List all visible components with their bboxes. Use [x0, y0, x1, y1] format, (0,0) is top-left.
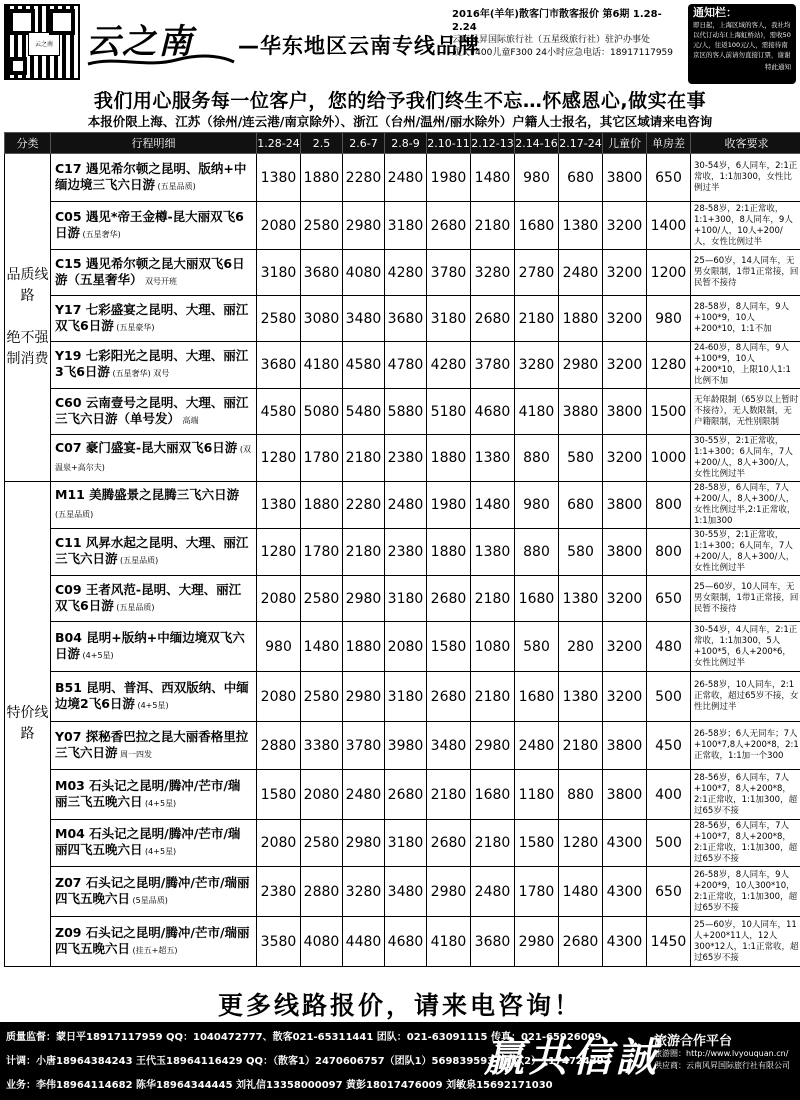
price-cell: 3880 — [559, 389, 603, 435]
price-cell: 1280 — [257, 435, 301, 482]
price-cell: 3380 — [301, 722, 343, 770]
price-cell: 3680 — [301, 250, 343, 296]
price-cell: 3200 — [603, 622, 647, 672]
price-cell: 1680 — [515, 202, 559, 250]
price-cell: 3200 — [603, 250, 647, 296]
column-header: 1.28-24 — [257, 133, 301, 154]
requirement-cell: 28-58岁，6人同车，7人+200/人，8人+300/人，女性比例过半,2:1正常收，1:1加300 — [691, 482, 800, 529]
table-row — [5, 529, 800, 576]
price-cell: 2480 — [385, 154, 427, 202]
price-cell: 4480 — [343, 917, 385, 967]
price-cell: 500 — [647, 672, 691, 722]
price-cell: 1780 — [515, 867, 559, 917]
price-cell: 680 — [559, 154, 603, 202]
route-note: (五星品质) — [55, 510, 94, 519]
price-cell: 1280 — [559, 820, 603, 867]
route-note: (五星奢华) 双号 — [109, 369, 170, 378]
price-cell: 1380 — [559, 672, 603, 722]
price-cell: 680 — [559, 482, 603, 529]
price-cell: 3180 — [427, 296, 471, 342]
price-cell: 3280 — [515, 342, 559, 389]
price-cell: 1480 — [559, 867, 603, 917]
route-note: (挂五+超五) — [130, 945, 178, 955]
price-cell: 1380 — [559, 202, 603, 250]
requirement-cell: 28-58岁，8人同车，9人+100*9，10人+200*10，1:1不加 — [691, 296, 800, 342]
supplier: 供应商：云南风昇国际旅行社有限公司 — [654, 1061, 790, 1070]
price-cell: 4580 — [343, 342, 385, 389]
route-name: Y17 七彩盛宴之昆明、大理、丽江双飞6日游 — [55, 301, 249, 333]
price-cell: 2480 — [515, 722, 559, 770]
price-cell: 2180 — [427, 770, 471, 820]
logo-wave-icon — [86, 54, 236, 68]
price-cell: 2680 — [385, 770, 427, 820]
price-cell: 2480 — [343, 770, 385, 820]
price-cell: 4080 — [343, 250, 385, 296]
route-note: 双号开班 — [142, 276, 178, 286]
price-cell: 980 — [515, 482, 559, 529]
qr-caption: 云之南 — [28, 32, 60, 56]
price-cell: 1480 — [471, 482, 515, 529]
price-cell: 2980 — [471, 722, 515, 770]
price-cell: 2780 — [515, 250, 559, 296]
header — [0, 0, 800, 84]
price-cell: 1200 — [647, 250, 691, 296]
price-cell: 3800 — [603, 154, 647, 202]
price-cell: 980 — [257, 622, 301, 672]
route-name: C15 遇见希尔顿之昆大丽双飞6日游（五星奢华） — [55, 255, 245, 287]
price-cell: 2080 — [301, 770, 343, 820]
logo-text: 云之南 — [86, 22, 194, 62]
requirement-cell: 28-58岁，2:1正常收，1:1+300，8人同车，9人+100/人，10人+200/人，女性比例过半 — [691, 202, 800, 250]
price-cell: 1480 — [301, 622, 343, 672]
price-cell: 280 — [559, 622, 603, 672]
price-cell: 1980 — [427, 154, 471, 202]
route-cell — [51, 250, 257, 296]
requirement-cell: 30-54岁，6人同车，2:1正常收，1:1加300，女性比例过半 — [691, 154, 800, 202]
route-cell — [51, 820, 257, 867]
notice-title: 通知栏： — [693, 6, 737, 19]
route-cell — [51, 342, 257, 389]
price-cell: 5180 — [427, 389, 471, 435]
price-cell: 800 — [647, 529, 691, 576]
price-cell: 2480 — [559, 250, 603, 296]
price-cell: 880 — [559, 770, 603, 820]
price-cell: 3180 — [385, 820, 427, 867]
route-name: M04 石头记之昆明/腾冲/芒市/瑞丽四飞五晚六日 — [55, 826, 241, 857]
price-cell: 4300 — [603, 867, 647, 917]
price-cell: 1180 — [515, 770, 559, 820]
price-cell: 2180 — [515, 296, 559, 342]
requirement-cell: 28-56岁，6人同车，7人+100*7，8人+200*8，2:1正常收，1:1加300，超过65岁不接 — [691, 770, 800, 820]
price-cell: 1500 — [647, 389, 691, 435]
table-row — [5, 770, 800, 820]
route-cell — [51, 917, 257, 967]
price-cell: 4180 — [515, 389, 559, 435]
qr-code — [4, 4, 80, 80]
price-cell: 2380 — [385, 529, 427, 576]
column-header: 2.17-24 — [559, 133, 603, 154]
route-note: (五星豪华) — [113, 322, 155, 332]
price-cell: 2880 — [301, 867, 343, 917]
requirement-cell: 30-55岁，2:1正常收，1:1+300；6人同车，7人+200/人，8人+300/人，女性比例过半 — [691, 529, 800, 576]
price-cell: 2580 — [301, 202, 343, 250]
price-cell: 1880 — [559, 296, 603, 342]
column-header: 分类 — [5, 133, 51, 154]
price-cell: 3780 — [471, 342, 515, 389]
requirement-cell: 25—60岁，10人同车，11人+200*11人，12人300*12人，1:1正常收，超过65岁不接 — [691, 917, 800, 967]
route-name: C07 豪门盛宴-昆大丽双飞6日游 — [55, 440, 238, 455]
price-cell: 3180 — [385, 672, 427, 722]
price-cell: 3800 — [603, 482, 647, 529]
price-cell: 2580 — [301, 672, 343, 722]
price-cell: 4180 — [427, 917, 471, 967]
footer-slogan: 赢共信誠 — [484, 1034, 660, 1081]
price-cell: 400 — [647, 770, 691, 820]
price-cell: 3180 — [257, 250, 301, 296]
price-cell: 2580 — [301, 576, 343, 622]
price-cell: 1880 — [427, 435, 471, 482]
price-cell: 3800 — [603, 529, 647, 576]
route-name: C17 遇见希尔顿之昆明、版纳+中缅边境三飞六日游 — [55, 160, 247, 192]
route-name: M03 石头记之昆明/腾冲/芒市/瑞丽三飞五晚六日 — [55, 777, 241, 809]
route-cell — [51, 622, 257, 672]
route-name: Y07 探秘香巴拉之昆大丽香格里拉三飞六日游 — [55, 728, 249, 760]
price-cell: 4080 — [301, 917, 343, 967]
price-cell: 2080 — [385, 622, 427, 672]
price-cell: 3980 — [385, 722, 427, 770]
price-cell: 3480 — [385, 867, 427, 917]
requirement-cell: 26-58岁，10人同车，2:1正常收，超过65岁不接，女性比例过半 — [691, 672, 800, 722]
route-cell — [51, 202, 257, 250]
route-note: 高端 — [180, 415, 199, 425]
requirement-cell: 30-55岁，2:1正常收，1:1+300；6人同车，7人+200/人，8人+300/人，女性比例过半 — [691, 435, 800, 482]
price-cell: 650 — [647, 154, 691, 202]
price-cell: 3200 — [603, 672, 647, 722]
price-cell: 4780 — [385, 342, 427, 389]
price-cell: 2680 — [427, 820, 471, 867]
requirement-cell: 25—60岁，10人同车，无男女限制，1带1正常接，回民暂不接待 — [691, 576, 800, 622]
route-name: C11 风昇水起之昆明、大理、丽江三飞六日游 — [55, 535, 249, 566]
category-cell: 特价线路 — [5, 482, 51, 967]
column-header: 行程明细 — [51, 133, 257, 154]
route-cell — [51, 672, 257, 722]
price-cell: 3180 — [385, 576, 427, 622]
table-row — [5, 296, 800, 342]
requirement-cell: 26-58岁，8人同车，9人+200*9，10人300*10，2:1正常收，1:1加300，超过65岁不接 — [691, 867, 800, 917]
price-cell: 3680 — [471, 917, 515, 967]
price-cell: 1580 — [515, 820, 559, 867]
price-cell: 1380 — [257, 154, 301, 202]
price-cell: 3480 — [343, 296, 385, 342]
table-row — [5, 154, 800, 202]
route-note: (4+5星) — [134, 700, 169, 710]
price-cell: 1380 — [257, 482, 301, 529]
price-cell: 4680 — [385, 917, 427, 967]
table-row — [5, 917, 800, 967]
price-cell: 2980 — [559, 342, 603, 389]
price-cell: 2080 — [257, 672, 301, 722]
price-cell: 3480 — [427, 722, 471, 770]
footer-quality: 质量监督：蒙日平18917117959 QQ：1040472777、散客021-65311441 团队：021-63091115 传真：021-65926009 — [6, 1032, 602, 1043]
price-cell: 1280 — [647, 342, 691, 389]
restriction-note: 本报价限上海、江苏（徐州/连云港/南京除外）、浙江（台州/温州/丽水除外）户籍人士报名，其它区域请来电咨询 — [87, 114, 713, 129]
price-cell: 3080 — [301, 296, 343, 342]
price-cell: 1780 — [301, 529, 343, 576]
route-cell — [51, 529, 257, 576]
price-cell: 3800 — [603, 770, 647, 820]
price-cell: 5080 — [301, 389, 343, 435]
price-cell: 3800 — [603, 389, 647, 435]
price-cell: 2080 — [257, 820, 301, 867]
requirement-cell: 26-58岁；6人无同车；7人+100*7,8人+200*8，2:1正常收，1:1加一个300 — [691, 722, 800, 770]
requirement-cell: 25—60岁，14人同车，无男女限制，1带1正常接，回民暂不接待 — [691, 250, 800, 296]
price-cell: 2180 — [559, 722, 603, 770]
emergency-line: 成人F400儿童F300 24小时应急电话：18917117959 — [452, 48, 674, 58]
price-cell: 1450 — [647, 917, 691, 967]
price-cell: 3200 — [603, 342, 647, 389]
price-cell: 2180 — [343, 435, 385, 482]
price-cell: 1000 — [647, 435, 691, 482]
table-row — [5, 482, 800, 529]
price-cell: 3680 — [385, 296, 427, 342]
route-cell — [51, 867, 257, 917]
price-cell: 1580 — [427, 622, 471, 672]
route-name: C09 王者风范-昆明、大理、丽江双飞6日游 — [55, 581, 242, 613]
route-cell — [51, 722, 257, 770]
price-cell: 2980 — [427, 867, 471, 917]
price-cell: 3200 — [603, 296, 647, 342]
price-cell: 980 — [647, 296, 691, 342]
table-row — [5, 867, 800, 917]
price-cell: 4280 — [427, 342, 471, 389]
table-row — [5, 250, 800, 296]
logo — [86, 14, 240, 70]
column-header: 儿童价 — [603, 133, 647, 154]
price-cell: 580 — [559, 529, 603, 576]
table-row — [5, 389, 800, 435]
price-cell: 1580 — [257, 770, 301, 820]
price-cell: 980 — [515, 154, 559, 202]
price-cell: 2380 — [385, 435, 427, 482]
price-cell: 1880 — [301, 482, 343, 529]
route-name: Y19 七彩阳光之昆明、大理、丽江3飞6日游 — [55, 348, 249, 379]
route-name: Z09 石头记之昆明/腾冲/芒市/瑞丽四飞五晚六日 — [55, 924, 250, 956]
price-cell: 2580 — [257, 296, 301, 342]
price-cell: 2080 — [257, 202, 301, 250]
price-cell: 450 — [647, 722, 691, 770]
price-cell: 2880 — [257, 722, 301, 770]
table-row — [5, 202, 800, 250]
issue-info — [452, 8, 684, 60]
column-header: 2.5 — [301, 133, 343, 154]
route-note: (4+5星) — [142, 847, 177, 856]
price-cell: 2180 — [471, 576, 515, 622]
price-cell: 2480 — [385, 482, 427, 529]
route-cell — [51, 435, 257, 482]
route-name: B04 昆明+版纳+中缅边境双飞六日游 — [55, 629, 245, 661]
price-cell: 3180 — [385, 202, 427, 250]
price-cell: 2180 — [471, 672, 515, 722]
price-cell: 2080 — [257, 576, 301, 622]
price-cell: 1400 — [647, 202, 691, 250]
price-cell: 3200 — [603, 202, 647, 250]
requirement-cell: 28-56岁，6人同车，7人+100*7，8人+200*8，2:1正常收，1:1加300，超过65岁不接 — [691, 820, 800, 867]
price-cell: 3780 — [427, 250, 471, 296]
price-cell: 580 — [559, 435, 603, 482]
footer-sales: 业务：李伟18964114682 陈华18964344445 刘礼信13358000097 黄彭18017476009 刘敏泉15692171030 — [6, 1080, 553, 1091]
price-cell: 2680 — [427, 576, 471, 622]
platform-sites — [654, 1048, 790, 1072]
notice-text: 即日起，上海区域的客人，我社均以代订动车(上海虹桥站)，需收50元/人，往返100元/人，需接待南京区的客人前请勿直接订票，谢谢 — [693, 21, 791, 59]
price-cell: 2980 — [343, 820, 385, 867]
route-note: (5星品质) — [130, 895, 168, 905]
price-cell: 1680 — [515, 672, 559, 722]
price-cell: 1280 — [257, 529, 301, 576]
route-name: M11 美腾盛景之昆腾三飞六日游 — [55, 487, 240, 502]
price-cell: 2680 — [427, 672, 471, 722]
price-cell: 2180 — [471, 820, 515, 867]
price-cell: 2180 — [343, 529, 385, 576]
table-header-row — [5, 133, 800, 154]
price-cell: 2680 — [427, 202, 471, 250]
agency-line: 云南风昇国际旅行社（五星级旅行社）驻沪办事处 — [452, 35, 651, 45]
price-cell: 2980 — [343, 672, 385, 722]
platform-label: 旅游合作平台 — [654, 1034, 733, 1049]
route-note: (五星品质) — [155, 181, 196, 191]
brand-tagline: —华东地区云南专线品牌 — [238, 34, 480, 58]
price-cell: 3680 — [257, 342, 301, 389]
price-cell: 2980 — [515, 917, 559, 967]
column-header: 2.10-11 — [427, 133, 471, 154]
price-cell: 1380 — [471, 435, 515, 482]
price-cell: 2580 — [301, 820, 343, 867]
notice-sign: 特此通知 — [765, 63, 791, 71]
price-cell: 4280 — [385, 250, 427, 296]
site-url: 旅游圈：http://www.lvyouquan.cn/ — [654, 1049, 789, 1058]
route-cell — [51, 389, 257, 435]
route-cell — [51, 154, 257, 202]
route-note: (五星品质) — [113, 602, 155, 612]
table-row — [5, 622, 800, 672]
price-cell: 3780 — [343, 722, 385, 770]
route-note: (双温泉+高尔夫) — [55, 445, 251, 472]
requirement-cell: 24-60岁，8人同车，9人+100*9，10人+200*10，上限10人1:1比例不加 — [691, 342, 800, 389]
category-cell: 品质线路 绝不强制消费 — [5, 154, 51, 482]
price-cell: 880 — [515, 529, 559, 576]
route-note: (4+5星) — [80, 650, 114, 660]
price-cell: 2380 — [257, 867, 301, 917]
route-note: (4+5星) — [142, 798, 177, 808]
column-header: 2.14-16 — [515, 133, 559, 154]
footer-planners: 计调：小唐18964384243 王代玉18964116429 QQ：（散客1）2470606757（团队1）569839593（团队2）1174724392 — [6, 1056, 611, 1067]
more-routes-banner: 更多线路报价，请来电咨询！ — [217, 991, 582, 1020]
price-cell: 2980 — [343, 202, 385, 250]
price-cell: 1980 — [427, 482, 471, 529]
price-cell: 1380 — [559, 576, 603, 622]
price-cell: 650 — [647, 576, 691, 622]
route-cell — [51, 296, 257, 342]
price-cell: 3200 — [603, 435, 647, 482]
issue-line: 2016年(羊年)散客门市散客报价 第6期 1.28-2.24 — [452, 9, 662, 33]
price-cell: 2180 — [471, 202, 515, 250]
price-table — [4, 132, 800, 967]
footer — [0, 1022, 800, 1100]
route-cell — [51, 770, 257, 820]
price-cell: 2280 — [343, 154, 385, 202]
price-cell: 1680 — [471, 770, 515, 820]
table-row — [5, 435, 800, 482]
table-row — [5, 722, 800, 770]
price-cell: 800 — [647, 482, 691, 529]
price-cell: 500 — [647, 820, 691, 867]
column-header: 2.6-7 — [343, 133, 385, 154]
price-cell: 480 — [647, 622, 691, 672]
price-cell: 3280 — [471, 250, 515, 296]
table-row — [5, 820, 800, 867]
column-header: 单房差 — [647, 133, 691, 154]
price-cell: 2680 — [471, 296, 515, 342]
price-cell: 880 — [515, 435, 559, 482]
price-cell: 1880 — [427, 529, 471, 576]
table-row — [5, 672, 800, 722]
price-cell: 1480 — [471, 154, 515, 202]
notice-box — [688, 4, 796, 84]
route-name: Z07 石头记之昆明/腾冲/芒市/瑞丽四飞五晚六日 — [55, 874, 250, 906]
price-cell: 3800 — [603, 722, 647, 770]
requirement-cell: 无年龄限制（65岁以上暂时不接待），无人数限制，无户籍限制，无性别限制 — [691, 389, 800, 435]
price-cell: 1680 — [515, 576, 559, 622]
table-row — [5, 342, 800, 389]
column-header: 2.8-9 — [385, 133, 427, 154]
price-cell: 5880 — [385, 389, 427, 435]
price-cell: 2980 — [343, 576, 385, 622]
price-cell: 3200 — [603, 576, 647, 622]
price-cell: 650 — [647, 867, 691, 917]
price-cell: 4180 — [301, 342, 343, 389]
route-note: (五星品质) — [117, 556, 159, 565]
route-cell — [51, 576, 257, 622]
price-cell: 1380 — [471, 529, 515, 576]
price-cell: 2480 — [471, 867, 515, 917]
route-name: C60 云南壹号之昆明、大理、丽江三飞六日游（单号发） — [55, 394, 249, 426]
price-cell: 3580 — [257, 917, 301, 967]
price-cell: 580 — [515, 622, 559, 672]
requirement-cell: 30-54岁，4人同车，2:1正常收，1:1加300，5人+100*5，6人+200*6，女性比例过半 — [691, 622, 800, 672]
price-cell: 1080 — [471, 622, 515, 672]
price-cell: 4680 — [471, 389, 515, 435]
price-cell: 2680 — [559, 917, 603, 967]
route-name: C05 遇见*帝王金樽-昆大丽双飞6日游 — [55, 208, 244, 240]
route-note: 周一四发 — [117, 749, 153, 759]
route-name: B51 昆明、普洱、西双版纳、中缅边境2飞6日游 — [55, 679, 249, 711]
column-header: 收客要求 — [691, 133, 800, 154]
price-cell: 2280 — [343, 482, 385, 529]
table-row — [5, 576, 800, 622]
column-header: 2.12-13 — [471, 133, 515, 154]
route-cell — [51, 482, 257, 529]
price-cell: 1780 — [301, 435, 343, 482]
price-cell: 5480 — [343, 389, 385, 435]
price-cell: 1880 — [301, 154, 343, 202]
price-cell: 4300 — [603, 820, 647, 867]
price-cell: 4300 — [603, 917, 647, 967]
price-cell: 3280 — [343, 867, 385, 917]
price-cell: 1880 — [343, 622, 385, 672]
slogan: 我们用心服务每一位客户，您的给予我们终生不忘…怀感恩心,做实在事 — [93, 90, 707, 112]
route-note: (五星奢华) — [80, 229, 121, 239]
price-cell: 4580 — [257, 389, 301, 435]
